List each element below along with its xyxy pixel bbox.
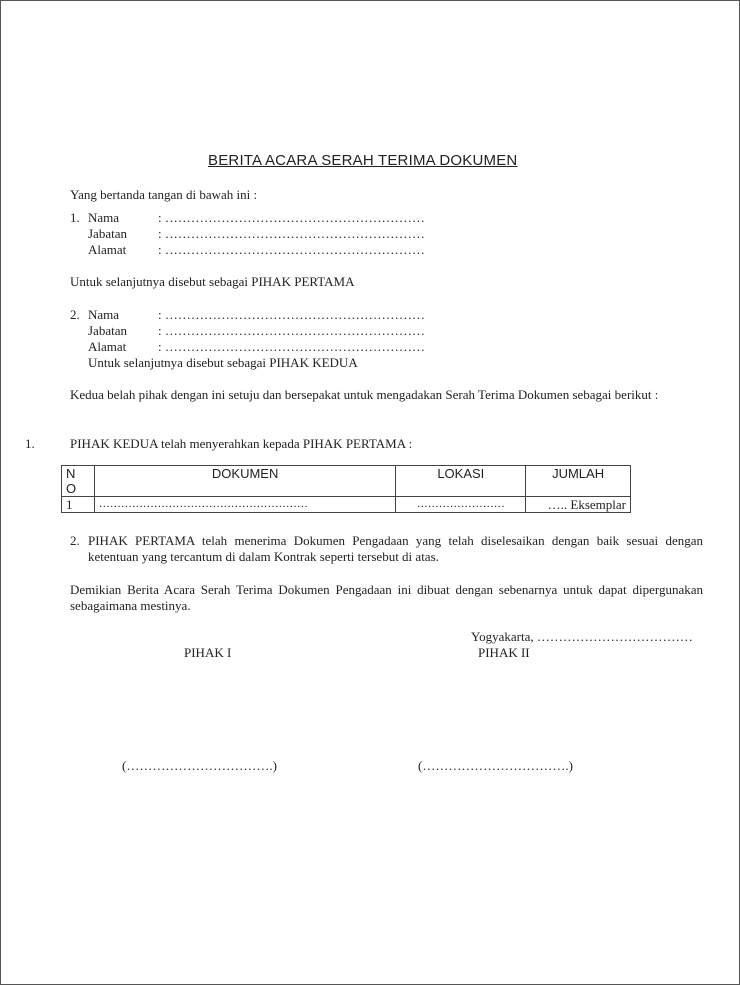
table-row: [62, 497, 631, 513]
point2-text: PIHAK PERTAMA telah menerima Dokumen Pengadaan yang telah diselesaikan dengan baik sesuai dengan ketentuan yang tercantum di dalam Kontrak seperti tersebut di atas.: [88, 533, 703, 564]
header-lokasi: LOKASI: [396, 466, 526, 497]
header-no-line2: O: [66, 481, 77, 496]
table-header-row: [62, 466, 631, 497]
intro-text: Yang bertanda tangan di bawah ini :: [70, 187, 258, 202]
point1-text: PIHAK KEDUA telah menyerahkan kepada PIHAK PERTAMA :: [70, 436, 413, 451]
party2-jabatan-label: Jabatan: [88, 323, 127, 338]
signature-left-line: (…………………………….): [122, 758, 277, 773]
row-lokasi: ……………………: [396, 497, 526, 513]
point2-number: 2.: [70, 533, 80, 548]
party2-alamat-label: Alamat: [88, 339, 127, 354]
party1-name-label: Nama: [88, 210, 120, 225]
header-dokumen: DOKUMEN: [94, 466, 396, 497]
party1-jabatan-label: Jabatan: [88, 226, 127, 241]
row-no: 1: [62, 497, 95, 513]
row-jumlah: ….. Eksemplar: [526, 497, 631, 513]
closing-paragraph: Demikian Berita Acara Serah Terima Dokumen Pengadaan ini dibuat dengan sebenarnya untuk dapat dipergunakan sebagaimana mestinya.: [70, 582, 703, 613]
party2-designation: Untuk selanjutnya disebut sebagai PIHAK KEDUA: [88, 355, 358, 370]
documents-table: [61, 465, 631, 513]
party2-jabatan-value: : ……………………………………………………: [158, 323, 425, 338]
document-title: BERITA ACARA SERAH TERIMA DOKUMEN: [208, 152, 518, 169]
party1-name-value: : ……………………………………………………: [158, 210, 425, 225]
point1-number: 1.: [25, 436, 35, 451]
party2-name-label: Nama: [88, 307, 120, 322]
party1-designation: Untuk selanjutnya disebut sebagai PIHAK PERTAMA: [70, 274, 355, 289]
party1-jabatan-value: : ……………………………………………………: [158, 226, 425, 241]
row-dokumen: …………………………………………………: [94, 497, 396, 513]
party1-alamat-value: : ……………………………………………………: [158, 242, 425, 257]
party1-alamat-label: Alamat: [88, 242, 127, 257]
header-no-line1: N: [66, 466, 76, 481]
party2-number: 2.: [70, 307, 80, 322]
party1-number: 1.: [70, 210, 80, 225]
signature-right-line: (…………………………….): [418, 758, 573, 773]
signature-right-label: PIHAK II: [478, 645, 530, 660]
header-no: [62, 466, 95, 497]
party2-alamat-value: : ……………………………………………………: [158, 339, 425, 354]
signature-left-label: PIHAK I: [184, 645, 232, 660]
header-jumlah: JUMLAH: [526, 466, 631, 497]
place-date: Yogyakarta, ………………………………: [471, 629, 693, 644]
agreement-paragraph: Kedua belah pihak dengan ini setuju dan bersepakat untuk mengadakan Serah Terima Dokumen sebagai berikut :: [70, 387, 659, 402]
party2-name-value: : ……………………………………………………: [158, 307, 425, 322]
